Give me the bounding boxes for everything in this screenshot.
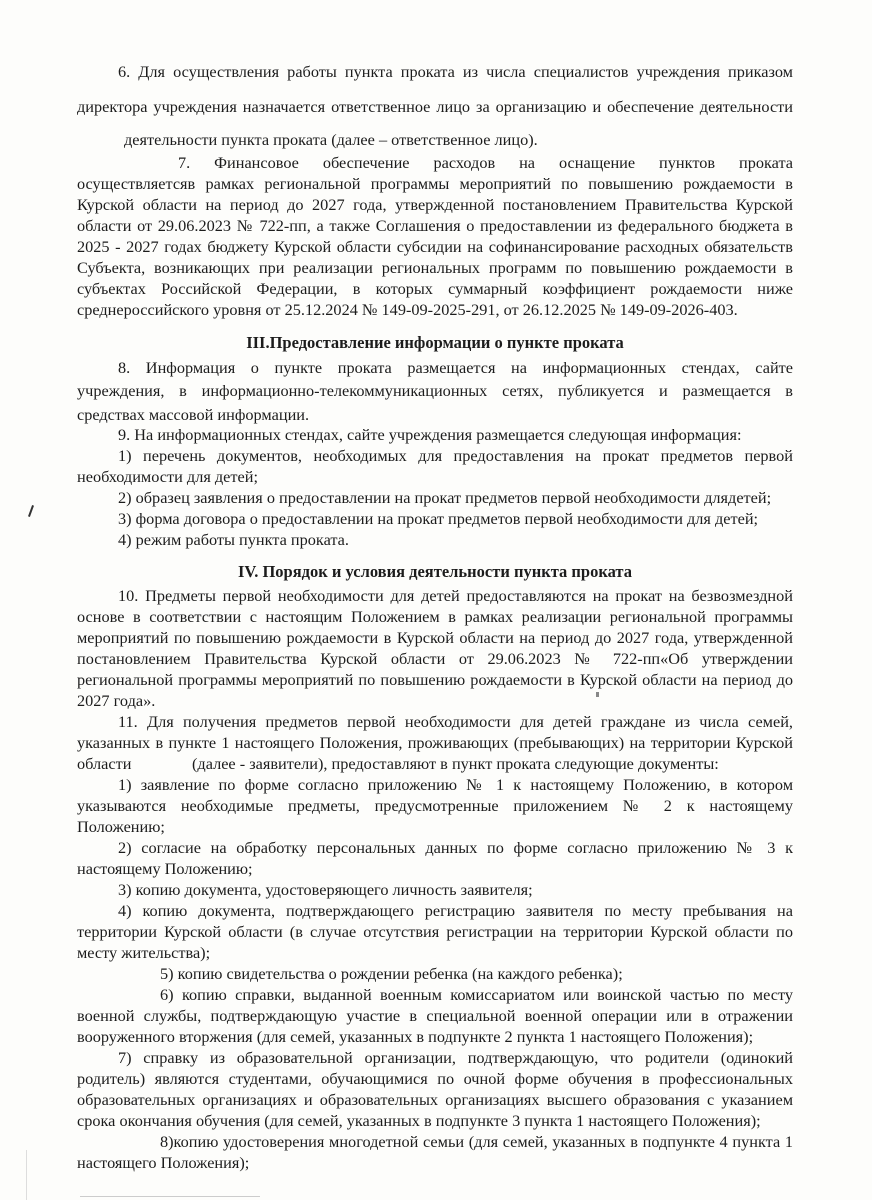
p11-item-6-line-1: 6) копию справки, выданной военным комиссариатом или воинской частью по месту: [160, 985, 793, 1004]
pen-mark: [28, 505, 34, 517]
p11-item-4-line-1: 4) копию документа, подтверждающего регистрацию заявителя по месту пребывания на: [118, 901, 793, 920]
p7-line-6: Субъекта, возникающих при реализации региональных программ по повышению рождаемости в: [77, 258, 793, 277]
p8-line-1: 8. Информация о пункте проката размещается на информационных стендах, сайте: [118, 358, 793, 377]
p11-line-3a: области: [77, 754, 132, 773]
p6-line-1: 6. Для осуществления работы пункта проката из числа специалистов учреждения приказом: [118, 62, 793, 81]
p10-line-3: мероприятий по повышению рождаемости в Курской области на период до 2027 года, утвержденной: [77, 628, 793, 647]
p7-line-8: среднероссийского уровня от 25.12.2024 № 149-09-2025-291, от 26.12.2025 № 149-09-2026-403.: [77, 300, 738, 319]
p11-item-8-line-2: настоящего Положения);: [77, 1153, 250, 1172]
p7-line-5: 2025 - 2027 годах бюджету Курской области субсидии на софинансирование расходных обязательств: [77, 237, 793, 256]
scan-edge: [26, 1150, 27, 1200]
p6-line-2: директора учреждения назначается ответственное лицо за организацию и обеспечение деятельности: [77, 97, 793, 116]
p11-item-3: 3) копию документа, удостоверяющего личность заявителя;: [118, 880, 533, 899]
p7-line-7: субъектах Российской Федерации, в которых суммарный коэффициент рождаемости ниже: [77, 279, 793, 298]
p11-line-3b: (далее - заявители), предоставляют в пункт проката следующие документы:: [192, 754, 719, 773]
p7-line-3: Курской области на период до 2027 года, утвержденной постановлением Правительства Курской: [77, 195, 793, 214]
p9-item-2: 2) образец заявления о предоставлении на прокат предметов первой необходимости длядетей;: [118, 488, 772, 507]
p11-item-2-line-2: настоящему Положению;: [77, 859, 253, 878]
p10-line-1: 10. Предметы первой необходимости для детей предоставляются на прокат на безвозмездной: [118, 586, 793, 605]
p11-item-7-line-1: 7) справку из образовательной организации, подтверждающую, что родители (одинокий: [118, 1048, 793, 1067]
p8-line-3: средствах массовой информации.: [77, 405, 310, 424]
p11-item-4-line-3: месту жительства);: [77, 943, 211, 962]
section-4-heading: IV. Порядок и условия деятельности пункта проката: [238, 562, 632, 581]
section-3-heading: III.Предоставление информации о пункте проката: [246, 333, 624, 352]
p11-item-1-line-1: 1) заявление по форме согласно приложению № 1 к настоящему Положению, в котором: [118, 775, 793, 794]
p11-line-1: 11. Для получения предметов первой необходимости для детей граждане из числа семей,: [118, 712, 793, 731]
p9-item-4: 4) режим работы пункта проката.: [118, 530, 349, 549]
p10-line-2: основе в соответствии с настоящим Положением в рамках реализации региональной программы: [77, 607, 793, 626]
p7-line-4: области от 29.06.2023 № 722-пп, а также Соглашения о предоставлении из федерального бюджета в: [77, 216, 793, 235]
p11-line-2: указанных в пункте 1 настоящего Положения, проживающих (пребывающих) на территории Курской: [77, 733, 793, 752]
p10-line-5: региональной программы мероприятий по повышению рождаемости в Курской области на период до: [77, 670, 793, 689]
p7-line-2: осуществляетсяв рамках региональной программы мероприятий по повышению рождаемости в: [77, 174, 793, 193]
p6-line-3: деятельности пункта проката (далее – ответственное лицо).: [124, 130, 538, 149]
p7-line-1: 7. Финансовое обеспечение расходов на оснащение пунктов проката: [178, 153, 793, 172]
p11-item-1-line-2: указываются необходимые предметы, предусмотренные приложением № 2 к настоящему: [77, 796, 793, 815]
p11-item-1-line-3: Положению;: [77, 817, 165, 836]
p11-item-2-line-1: 2) согласие на обработку персональных данных по форме согласно приложению № 3 к: [118, 838, 793, 857]
p9-item-1-line-2: необходимости для детей;: [77, 467, 258, 486]
p11-item-8-line-1: 8)копию удостоверения многодетной семьи (для семей, указанных в подпункте 4 пункта 1: [160, 1132, 793, 1151]
p11-item-6-line-3: вооруженного вторжения (для семей, указанных в подпункте 2 пункта 1 настоящего Положения);: [77, 1027, 754, 1046]
p9-line-1: 9. На информационных стендах, сайте учреждения размещается следующая информация:: [118, 425, 742, 444]
p9-item-3: 3) форма договора о предоставлении на прокат предметов первой необходимости для детей;: [118, 509, 759, 528]
p11-item-6-line-2: военной службы, подтверждающую участие в специальной военной операции или в отражении: [77, 1006, 793, 1025]
p8-line-2: учреждения, в информационно-телекоммуникационных сетях, публикуется и размещается в: [77, 381, 793, 400]
p9-item-1-line-1: 1) перечень документов, необходимых для предоставления на прокат предметов первой: [118, 446, 793, 465]
p11-item-7-line-2: родитель) являются студентами, обучающимися по очной форме обучения в профессиональных: [77, 1069, 793, 1088]
p10-line-6: 2027 года».: [77, 691, 156, 710]
scan-artifact-line: [80, 1196, 260, 1197]
scan-speck: [596, 692, 599, 697]
p11-item-7-line-3: образовательных организациях и образовательных организациях высшего образования с указанием: [77, 1090, 793, 1109]
p11-item-4-line-2: территории Курской области (в случае отсутствия регистрации на территории Курской области по: [77, 922, 793, 941]
p11-item-7-line-4: срока окончания обучения (для семей, указанных в подпункте 3 пункта 1 настоящего Положения);: [77, 1111, 761, 1130]
p10-line-4: постановлением Правительства Курской области от 29.06.2023 № 722-пп«Об утверждении: [77, 649, 793, 668]
p11-item-5: 5) копию свидетельства о рождении ребенка (на каждого ребенка);: [160, 964, 623, 983]
